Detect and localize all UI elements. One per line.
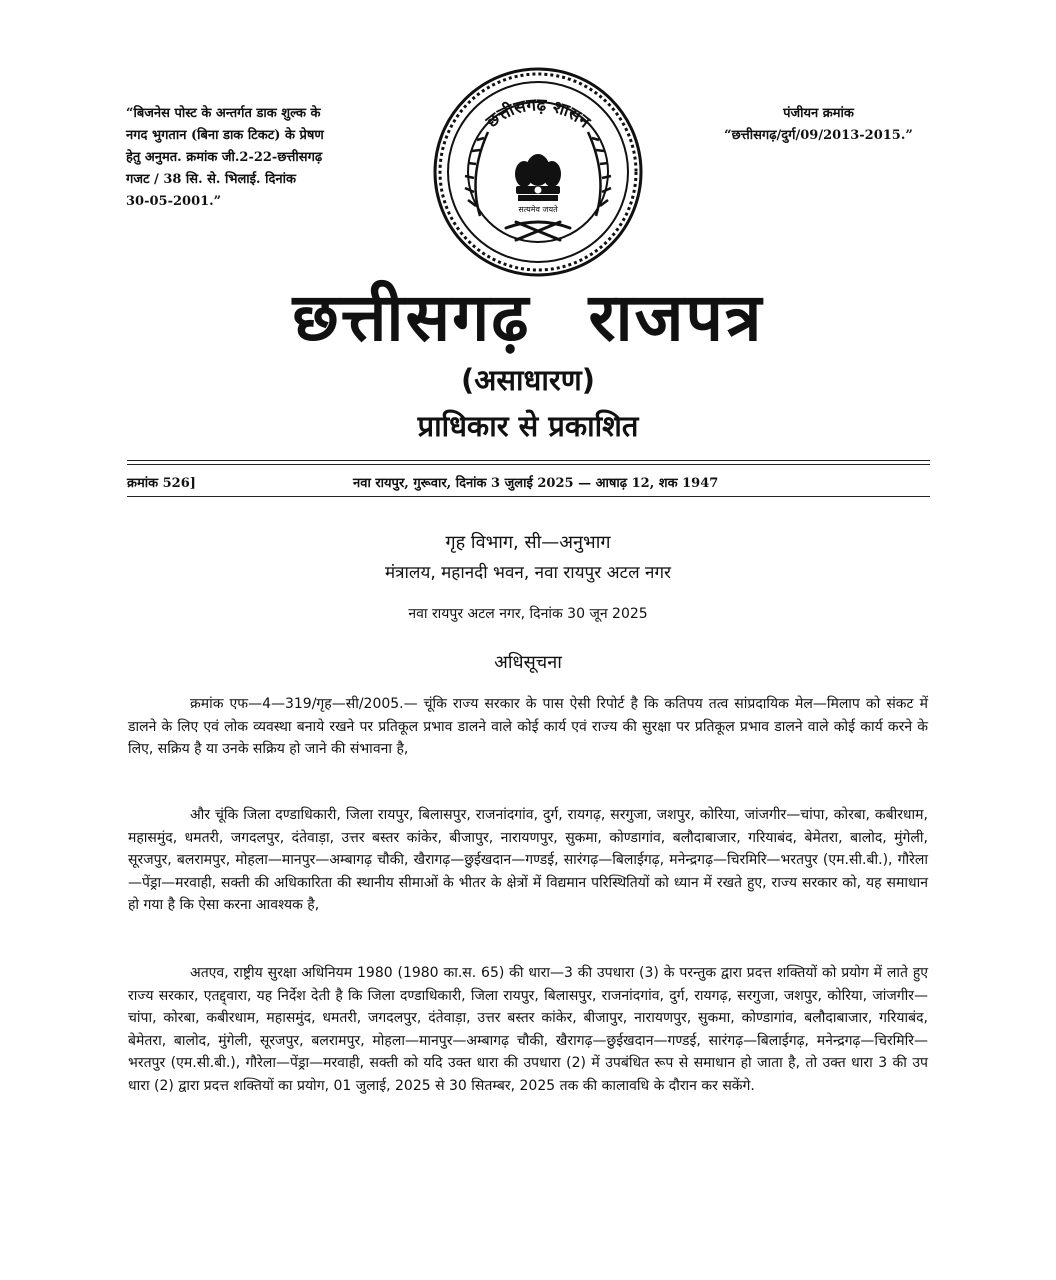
notice-paragraph: और चूंकि जिला दण्डाधिकारी, जिला रायपुर, बिलासपुर, राजनांदगांव, दुर्ग, रायगढ़, सरगुजा, जशपुर, कोरिया, जांजगीर—चांपा, कोरबा, कबीरधाम, महासमुंद, धमतरी, जगदलपुर, दंतेवाड़ा, उत्तर बस्तर कांकेर, बीजापुर, नारायणपुर, सुकमा, कोण्डागांव, बलौदाबाजार, गरियाबंद, बेमेतरा, बालोद, मुंगेली, सूरजपुर, बलरामपुर, मोहला—मानपुर—अम्बागढ़ चौकी, खैरागढ़—छुईखदान—गण्डई, सारंगढ़—बिलाईगढ़, मनेन्द्रगढ़—चिरमिरि—भरतपुर (एम.सी.बी.), गौरेला—पेंड्रा—मरवाही, सक्ती की अधिकारिता की स्थानीय सीमाओं के भीतर के क्षेत्रों में विद्यमान परिस्थितियों को ध्यान में रखते हुए, राज्य सरकार को, यह समाधान हो गया है कि ऐसा करना आवश्यक है,: [128, 807, 928, 914]
seal-ring-text-path: छत्तीसगढ़ शासन: [482, 95, 594, 133]
notice-heading: अधिसूचना: [494, 652, 562, 673]
postal-note-line: नगद भुगतान (बिना डाक टिकट) के प्रेषण: [126, 128, 324, 143]
department-block: [0, 528, 1056, 588]
notice-paragraph: अतएव, राष्ट्रीय सुरक्षा अधिनियम 1980 (1980 का.स. 65) की धारा—3 की उपधारा (3) के परन्तुक द्वारा प्रदत्त शक्तियों को प्रयोग में लाते हुए राज्य सरकार, एतद्द्वारा, यह निर्देश देती है कि जिला दण्डाधिकारी, जिला रायपुर, बिलासपुर, राजनांदगांव, दुर्ग, रायगढ़, सरगुजा, जशपुर, कोरिया, जांजगीर—चांपा, कोरबा, कबीरधाम, महासमुंद, धमतरी, जगदलपुर, दंतेवाड़ा, उत्तर बस्तर कांकेर, बीजापुर, नारायणपुर, सुकमा, कोण्डागांव, बलौदाबाजार, गरियाबंद, बेमेतरा, बालोद, मुंगेली, सूरजपुर, बलरामपुर, मोहला—मानपुर—अम्बागढ़ चौकी, खैरागढ़—छुईखदान—गण्डई, सारंगढ़—बिलाईगढ़, मनेन्द्रगढ़—चिरमिरि—भरतपुर (एम.सी.बी.), गौरेला—पेंड्रा—मरवाही, सक्ती को यदि उक्त धारा की उपधारा (2) में उपबंधित रूप से समाधान हो जाता है, तो उक्त धारा 3 की उप धारा (2) द्वारा प्रदत्त शक्तियों का प्रयोग, 01 जुलाई, 2025 से 30 सितम्बर, 2025 तक की कालावधि के दौरान कर सकेंगे.: [128, 965, 928, 1094]
state-emblem-seal: [432, 66, 644, 278]
seal-ring-text: [482, 95, 595, 133]
postal-note-line: “बिजनेस पोस्ट के अन्तर्गत डाक शुल्क के: [126, 106, 321, 121]
bottom-rule: [127, 496, 930, 497]
masthead-title-right: राजपत्र: [588, 279, 764, 356]
published-by-authority: प्राधिकार से प्रकाशित: [417, 409, 639, 443]
seal-motto: सत्यमेव जयते: [518, 205, 558, 214]
notice-date: नवा रायपुर अटल नगर, दिनांक 30 जून 2025: [408, 606, 648, 622]
postal-note-line: गजट / 38 सि. से. भिलाई. दिनांक: [126, 172, 296, 187]
top-rule: [127, 460, 930, 461]
department-title: गृह विभाग, सी—अनुभाग: [445, 532, 611, 553]
masthead-title-left: छत्तीसगढ़: [292, 279, 531, 356]
notice-paragraph: क्रमांक एफ—4—319/गृह—सी/2005.— चूंकि राज्य सरकार के पास ऐसी रिपोर्ट है कि कतिपय तत्व सांप्रदायिक मेल—मिलाप को संकट में डालने के लिए एवं लोक व्यवस्था बनाये रखने पर प्रतिकूल प्रभाव डालने वाले कोई कार्य एवं राज्य की सुरक्षा पर प्रतिकूल प्रभाव डालने वाले कोई कार्य करने के लिए, सक्रिय है या उनके सक्रिय हो जाने की संभावना है,: [128, 696, 928, 758]
issue-date: नवा रायपुर, गुरूवार, दिनांक 3 जुलाई 2025 — आषाढ़ 12, शक 1947: [353, 476, 719, 491]
registration-label: पंजीयन क्रमांक: [783, 106, 854, 121]
department-address: मंत्रालय, महानदी भवन, नवा रायपुर अटल नगर: [384, 563, 672, 583]
issue-number: क्रमांक 526]: [127, 476, 196, 491]
gazette-subtitle: (असाधारण): [461, 363, 595, 397]
postal-note-line: 30-05-2001.”: [126, 194, 222, 209]
postal-note-line: हेतु अनुमत. क्रमांक जी.2-22-छत्तीसगढ़: [126, 150, 323, 165]
gazette-masthead: [0, 270, 1056, 360]
registration-number: “छत्तीसगढ़/दुर्ग/09/2013-2015.”: [724, 128, 913, 143]
lion-capital-icon: [515, 154, 561, 201]
postal-permission-note: [126, 103, 364, 213]
top-rule-double: [127, 464, 930, 465]
registration-block: [706, 103, 931, 147]
